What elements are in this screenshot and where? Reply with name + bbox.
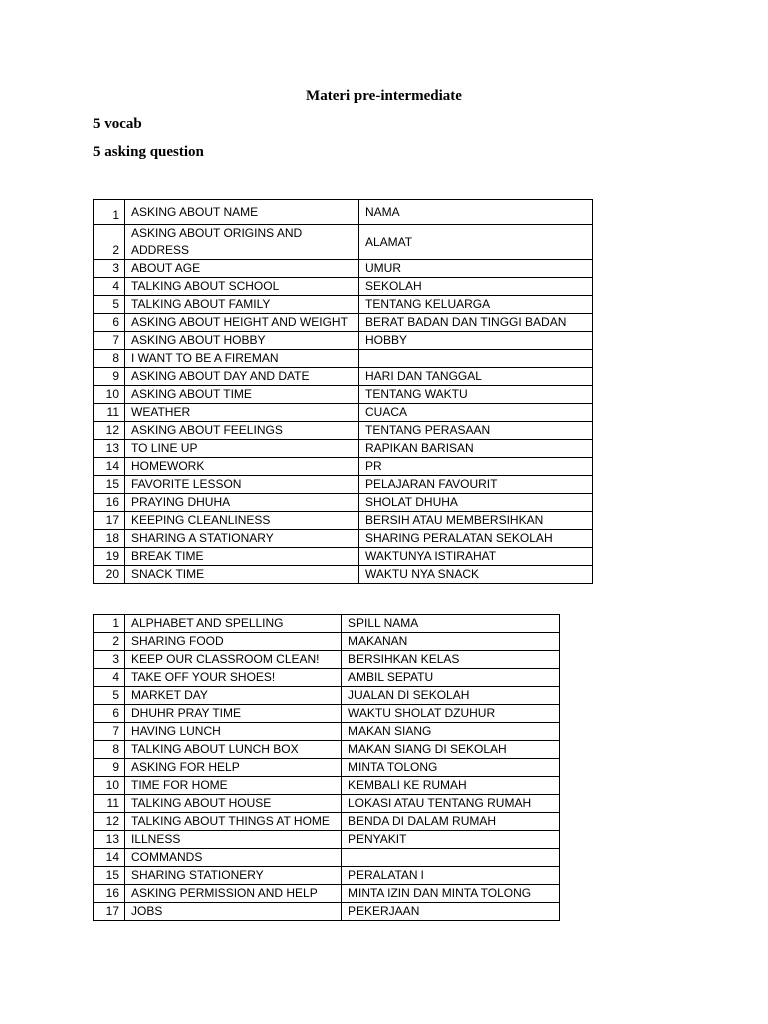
row-number: 8 [94, 350, 125, 368]
row-number: 4 [94, 669, 125, 687]
topic-indonesian: JUALAN DI SEKOLAH [342, 687, 560, 705]
row-number: 19 [94, 548, 125, 566]
topic-english: TALKING ABOUT SCHOOL [125, 278, 359, 296]
topic-english: ASKING ABOUT TIME [125, 386, 359, 404]
topic-indonesian: SHOLAT DHUHA [359, 494, 593, 512]
topic-indonesian: BERSIHKAN KELAS [342, 651, 560, 669]
topic-english: WEATHER [125, 404, 359, 422]
table-row [94, 458, 593, 476]
row-number: 10 [94, 386, 125, 404]
table-row [94, 530, 593, 548]
table-row [94, 741, 560, 759]
row-number: 7 [94, 723, 125, 741]
row-number: 5 [94, 687, 125, 705]
table-row [94, 566, 593, 584]
topic-indonesian [342, 849, 560, 867]
row-number: 16 [94, 494, 125, 512]
topic-english: TALKING ABOUT FAMILY [125, 296, 359, 314]
topics-table-2 [93, 614, 560, 921]
topic-english: SHARING FOOD [125, 633, 342, 651]
topic-english: DHUHR PRAY TIME [125, 705, 342, 723]
table-row [94, 386, 593, 404]
topic-indonesian: WAKTU NYA SNACK [359, 566, 593, 584]
topic-english: TAKE OFF YOUR SHOES! [125, 669, 342, 687]
topic-indonesian: SPILL NAMA [342, 615, 560, 633]
topic-indonesian: PENYAKIT [342, 831, 560, 849]
topic-english: COMMANDS [125, 849, 342, 867]
topic-indonesian: SEKOLAH [359, 278, 593, 296]
topic-indonesian: PERALATAN l [342, 867, 560, 885]
topic-english: ASKING ABOUT NAME [125, 200, 359, 225]
row-number: 11 [94, 404, 125, 422]
topics-table-1 [93, 199, 593, 584]
subtitle-vocab: 5 vocab [93, 116, 142, 132]
row-number: 17 [94, 512, 125, 530]
topic-english: TO LINE UP [125, 440, 359, 458]
topic-english: FAVORITE LESSON [125, 476, 359, 494]
table-row [94, 314, 593, 332]
topic-english: SHARING STATIONERY [125, 867, 342, 885]
topic-english: ASKING PERMISSION AND HELP [125, 885, 342, 903]
row-number: 7 [94, 332, 125, 350]
row-number: 6 [94, 705, 125, 723]
row-number: 15 [94, 867, 125, 885]
topic-indonesian: SHARING PERALATAN SEKOLAH [359, 530, 593, 548]
row-number: 9 [94, 368, 125, 386]
topic-indonesian: BERAT BADAN DAN TINGGI BADAN [359, 314, 593, 332]
topic-indonesian: MAKAN SIANG [342, 723, 560, 741]
table-row [94, 903, 560, 921]
topic-english: TALKING ABOUT HOUSE [125, 795, 342, 813]
topic-english: SNACK TIME [125, 566, 359, 584]
row-number: 12 [94, 422, 125, 440]
topic-indonesian: UMUR [359, 260, 593, 278]
table-row [94, 651, 560, 669]
topic-indonesian [359, 350, 593, 368]
topic-indonesian: ALAMAT [359, 225, 593, 260]
table-row [94, 200, 593, 225]
table-row [94, 278, 593, 296]
table-row [94, 422, 593, 440]
topic-english: MARKET DAY [125, 687, 342, 705]
topic-english: TIME FOR HOME [125, 777, 342, 795]
topic-indonesian: AMBIL SEPATU [342, 669, 560, 687]
topic-english: ILLNESS [125, 831, 342, 849]
table-row [94, 687, 560, 705]
topic-english: ASKING ABOUT DAY AND DATE [125, 368, 359, 386]
row-number: 16 [94, 885, 125, 903]
table-row [94, 296, 593, 314]
subtitle-asking-question: 5 asking question [93, 144, 204, 160]
topic-indonesian: WAKTUNYA ISTIRAHAT [359, 548, 593, 566]
table-row [94, 548, 593, 566]
topic-indonesian: BERSIH ATAU MEMBERSIHKAN [359, 512, 593, 530]
table-row [94, 867, 560, 885]
table-row [94, 633, 560, 651]
topic-indonesian: LOKASI ATAU TENTANG RUMAH [342, 795, 560, 813]
row-number: 2 [94, 633, 125, 651]
table-row [94, 813, 560, 831]
topic-english: HAVING LUNCH [125, 723, 342, 741]
topic-indonesian: KEMBALI KE RUMAH [342, 777, 560, 795]
topic-indonesian: BENDA DI DALAM RUMAH [342, 813, 560, 831]
row-number: 14 [94, 849, 125, 867]
table-row [94, 225, 593, 260]
topic-english: ASKING ABOUT ORIGINS AND ADDRESS [125, 225, 359, 260]
row-number: 1 [94, 200, 125, 225]
topic-indonesian: MINTA TOLONG [342, 759, 560, 777]
row-number: 1 [94, 615, 125, 633]
table-row [94, 476, 593, 494]
table-row [94, 404, 593, 422]
topic-english: KEEP OUR CLASSROOM CLEAN! [125, 651, 342, 669]
topic-indonesian: PELAJARAN FAVOURIT [359, 476, 593, 494]
table-row [94, 759, 560, 777]
table-row [94, 705, 560, 723]
table-row [94, 777, 560, 795]
table-row [94, 494, 593, 512]
table-row [94, 332, 593, 350]
topic-indonesian: MINTA IZIN DAN MINTA TOLONG [342, 885, 560, 903]
topic-indonesian: MAKAN SIANG DI SEKOLAH [342, 741, 560, 759]
topic-english: ASKING ABOUT FEELINGS [125, 422, 359, 440]
row-number: 5 [94, 296, 125, 314]
row-number: 6 [94, 314, 125, 332]
table-row [94, 885, 560, 903]
topic-english: SHARING A STATIONARY [125, 530, 359, 548]
topic-english: TALKING ABOUT LUNCH BOX [125, 741, 342, 759]
topic-english: HOMEWORK [125, 458, 359, 476]
row-number: 11 [94, 795, 125, 813]
topic-indonesian: TENTANG PERASAAN [359, 422, 593, 440]
topic-english: KEEPING CLEANLINESS [125, 512, 359, 530]
topic-indonesian: PEKERJAAN [342, 903, 560, 921]
row-number: 20 [94, 566, 125, 584]
topic-indonesian: PR [359, 458, 593, 476]
document-title: Materi pre-intermediate [306, 88, 462, 104]
table-row [94, 723, 560, 741]
table-row [94, 615, 560, 633]
topic-english: ABOUT AGE [125, 260, 359, 278]
topic-english: ALPHABET AND SPELLING [125, 615, 342, 633]
topic-indonesian: HARI DAN TANGGAL [359, 368, 593, 386]
topic-indonesian: WAKTU SHOLAT DZUHUR [342, 705, 560, 723]
topic-indonesian: TENTANG WAKTU [359, 386, 593, 404]
table-row [94, 795, 560, 813]
table-row [94, 260, 593, 278]
topic-english: TALKING ABOUT THINGS AT HOME [125, 813, 342, 831]
row-number: 13 [94, 440, 125, 458]
row-number: 9 [94, 759, 125, 777]
row-number: 17 [94, 903, 125, 921]
topic-english: ASKING FOR HELP [125, 759, 342, 777]
topic-english: ASKING ABOUT HEIGHT AND WEIGHT [125, 314, 359, 332]
row-number: 10 [94, 777, 125, 795]
row-number: 2 [94, 225, 125, 260]
row-number: 4 [94, 278, 125, 296]
topic-indonesian: NAMA [359, 200, 593, 225]
topic-indonesian: RAPIKAN BARISAN [359, 440, 593, 458]
table-row [94, 440, 593, 458]
row-number: 15 [94, 476, 125, 494]
topic-indonesian: TENTANG KELUARGA [359, 296, 593, 314]
topic-indonesian: MAKANAN [342, 633, 560, 651]
topic-english: PRAYING DHUHA [125, 494, 359, 512]
row-number: 8 [94, 741, 125, 759]
table-row [94, 350, 593, 368]
row-number: 3 [94, 651, 125, 669]
row-number: 13 [94, 831, 125, 849]
topic-indonesian: CUACA [359, 404, 593, 422]
row-number: 18 [94, 530, 125, 548]
row-number: 14 [94, 458, 125, 476]
table-row [94, 368, 593, 386]
row-number: 12 [94, 813, 125, 831]
topic-english: ASKING ABOUT HOBBY [125, 332, 359, 350]
table-row [94, 669, 560, 687]
row-number: 3 [94, 260, 125, 278]
topic-english: I WANT TO BE A FIREMAN [125, 350, 359, 368]
table-row [94, 512, 593, 530]
table-row [94, 831, 560, 849]
table-row [94, 849, 560, 867]
topic-indonesian: HOBBY [359, 332, 593, 350]
topic-english: JOBS [125, 903, 342, 921]
topic-english: BREAK TIME [125, 548, 359, 566]
